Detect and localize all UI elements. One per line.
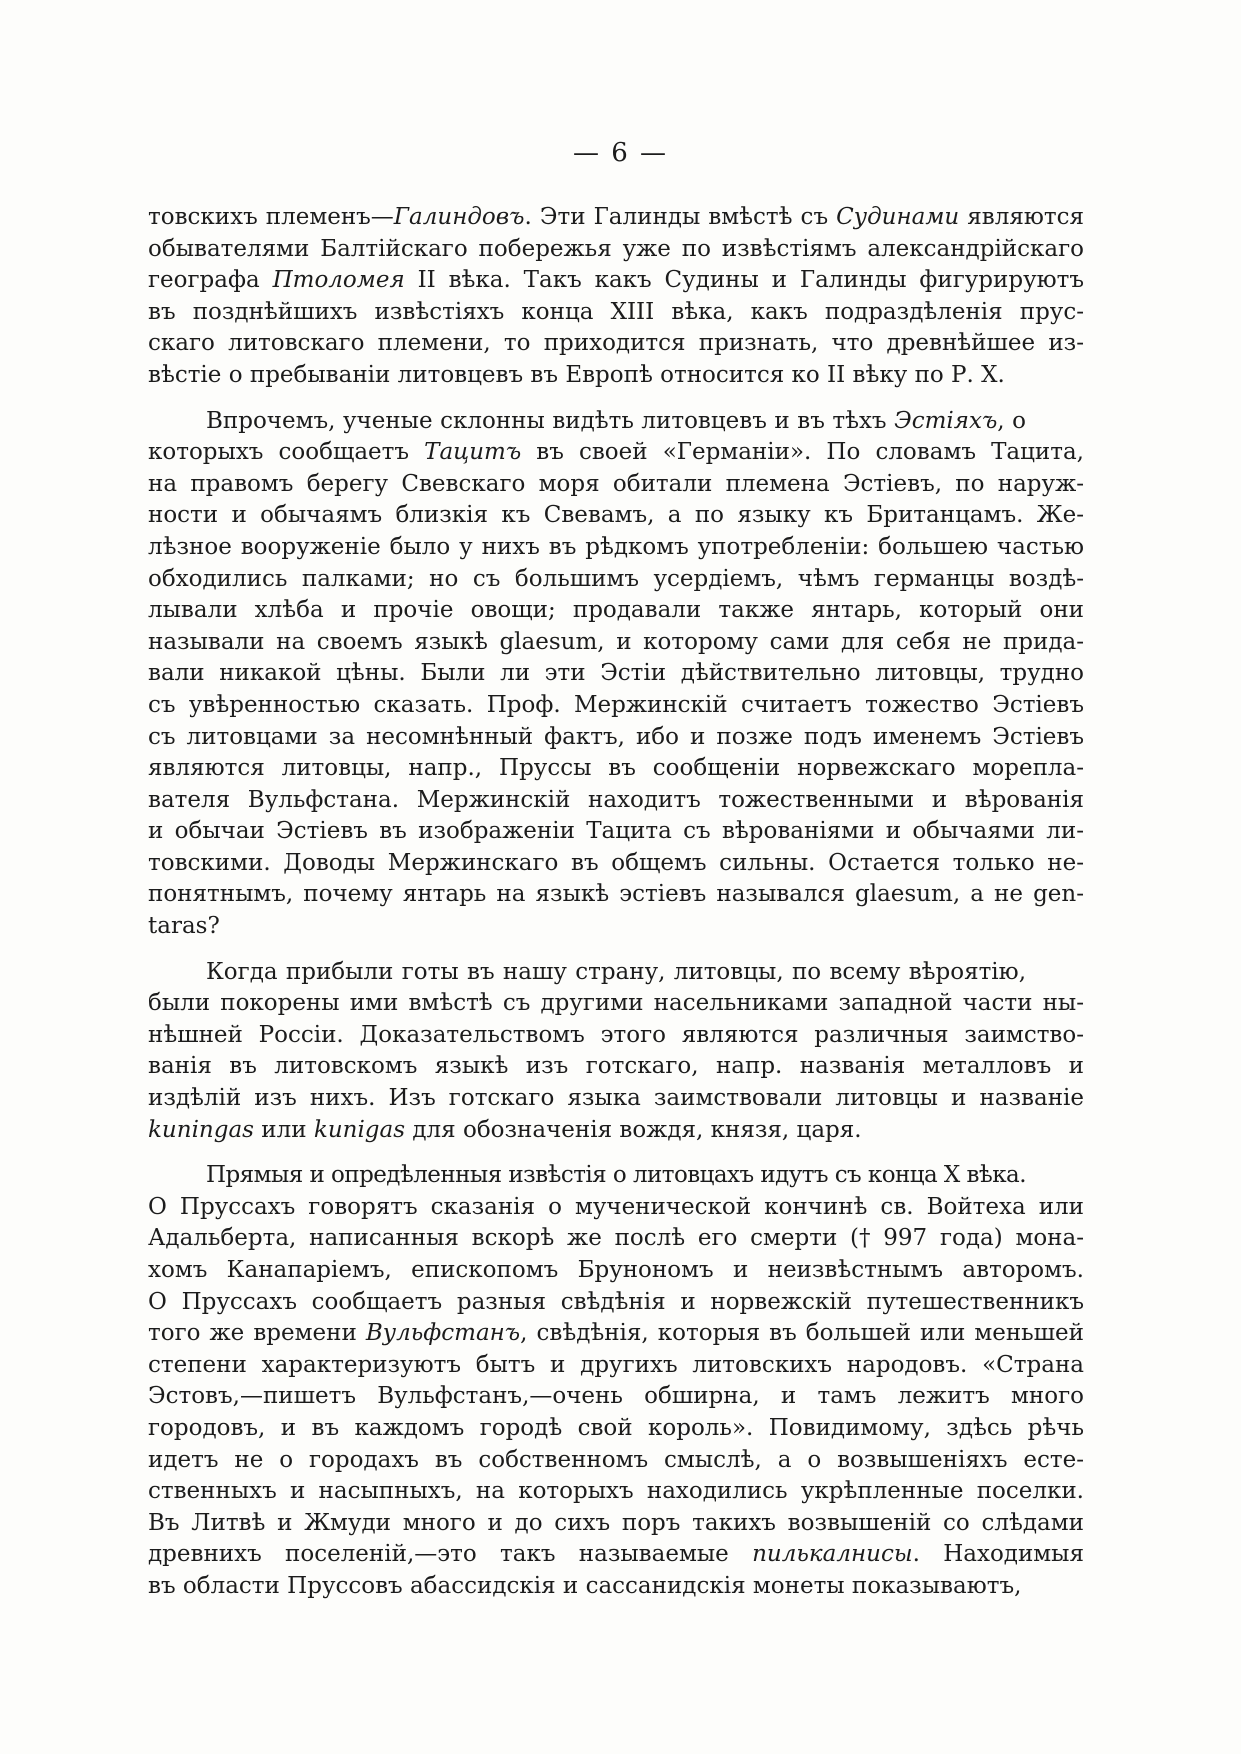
text-segment: съ литовцами за несомнѣнный фактъ, ибо и позже подъ именемъ Эстіевъ: [148, 723, 1084, 750]
text-segment: О Пруссахъ сообщаетъ разныя свѣдѣнія и норвежскій путешественникъ: [148, 1288, 1084, 1315]
text-line: [148, 1571, 1084, 1603]
text-segment: географа: [148, 267, 273, 294]
text-segment: , свѣдѣнія, которыя въ большей или меньшей: [520, 1320, 1084, 1347]
text-segment: ности и обычаямъ близкія къ Свевамъ, а по языку къ Британцамъ. Же-: [148, 502, 1084, 529]
paragraph: [148, 1160, 1084, 1602]
text-line: [148, 911, 1084, 943]
text-line: [148, 406, 1084, 438]
text-line: [148, 658, 1084, 690]
text-segment: Судинами: [836, 204, 960, 230]
text-segment: товскихъ племенъ—: [148, 204, 394, 230]
text-line: [148, 879, 1084, 911]
text-segment: обывателями Балтійскаго побережья уже по извѣстіямъ александрійскаго: [148, 235, 1084, 262]
text-segment: нѣшней Россіи. Доказательствомъ этого являются различныя заимство-: [148, 1021, 1084, 1048]
text-line: [148, 690, 1084, 722]
text-segment: Галиндовъ: [393, 204, 525, 230]
text-line: [148, 564, 1084, 596]
text-segment: въ позднѣйшихъ извѣстіяхъ конца XIII вѣка, какъ подраздѣленія прус-: [148, 298, 1084, 325]
text-segment: Въ Литвѣ и Жмуди много и до сихъ поръ такихъ возвышеній со слѣдами: [148, 1509, 1084, 1536]
text-segment: . Эти Галинды вмѣстѣ съ: [524, 204, 837, 230]
text-line: [148, 532, 1084, 564]
paragraph: [148, 957, 1084, 1147]
text-segment: вателя Вульфстана. Мержинскій находитъ тожественными и вѣрованія: [148, 786, 1084, 813]
text-segment: которыхъ сообщаетъ: [148, 439, 425, 466]
text-segment: или: [253, 1116, 314, 1143]
text-segment: степени характеризуютъ бытъ и другихъ литовскихъ народовъ. «Страна: [148, 1351, 1084, 1378]
text-line: [148, 202, 1084, 234]
text-line: [148, 234, 1084, 266]
text-segment: О Пруссахъ говорятъ сказанія о мученической кончинѣ св. Войтеха или: [148, 1193, 1084, 1220]
text-segment: городовъ, и въ каждомъ городѣ свой король». Повидимому, здѣсь рѣчь: [148, 1414, 1084, 1441]
text-line: [148, 753, 1084, 785]
text-segment: Прямыя и опредѣленныя извѣстія о литовцахъ идутъ съ конца X вѣка.: [206, 1162, 1026, 1189]
text-line: [148, 988, 1084, 1020]
text-line: [148, 1115, 1084, 1147]
page-number: — 6 —: [572, 138, 669, 168]
text-line: [148, 1223, 1084, 1255]
text-segment: Эстовъ,—пишетъ Вульфстанъ,—очень обширна, и тамъ лежитъ много: [148, 1383, 1084, 1410]
text-segment: II вѣка. Такъ какъ Судины и Галинды фигурируютъ: [404, 267, 1084, 294]
text-segment: являются: [959, 204, 1084, 230]
text-segment: Птоломея: [272, 267, 405, 294]
text-line: [148, 328, 1084, 360]
text-segment: вѣстіе о пребываніи литовцевъ въ Европѣ относится ко II вѣку по Р. Х.: [148, 361, 1005, 388]
text-line: [148, 1350, 1084, 1382]
text-segment: Тацитъ: [424, 439, 522, 466]
text-line: [148, 1539, 1084, 1571]
text-segment: съ увѣренностью сказать. Проф. Мержинскій считаетъ тожество Эстіевъ: [148, 691, 1084, 718]
text-segment: хомъ Канапаріемъ, епископомъ Брунономъ и неизвѣстнымъ авторомъ.: [148, 1257, 1084, 1283]
text-line: [148, 1083, 1084, 1115]
text-segment: въ своей «Германіи». По словамъ Тацита,: [521, 439, 1084, 466]
text-segment: того же времени: [148, 1320, 366, 1347]
text-line: [148, 1020, 1084, 1052]
text-segment: идетъ не о городахъ въ собственномъ смыслѣ, а о возвышеніяхъ есте-: [148, 1446, 1084, 1473]
text-line: [148, 1476, 1084, 1508]
text-segment: были покорены ими вмѣстѣ съ другими насельниками западной части ны-: [148, 990, 1084, 1017]
text-segment: Адальберта, написанныя вскорѣ же послѣ его смерти († 997 года) мона-: [148, 1225, 1084, 1252]
text-line: [148, 1318, 1084, 1350]
text-line: [148, 1255, 1084, 1287]
text-line: [148, 1051, 1084, 1083]
text-line: [148, 848, 1084, 880]
text-line: [148, 1381, 1084, 1413]
text-line: [148, 627, 1084, 659]
text-line: [148, 595, 1084, 627]
text-segment: и обычаи Эстіевъ въ изображеніи Тацита съ вѣрованіями и обычаями ли-: [148, 818, 1085, 845]
text-segment: въ области Пруссовъ абассидскія и сассанидскія монеты показываютъ,: [148, 1572, 1022, 1599]
text-segment: вали никакой цѣны. Были ли эти Эстіи дѣйствительно литовцы, трудно: [148, 660, 1084, 687]
text-line: [148, 1413, 1084, 1445]
text-segment: , о: [997, 407, 1026, 434]
text-line: [148, 1445, 1084, 1477]
text-line: [148, 785, 1084, 817]
text-segment: . Находимыя: [912, 1541, 1084, 1568]
text-segment: называли на своемъ языкѣ glaesum, и которому сами для себя не прида-: [148, 628, 1084, 655]
text-line: [148, 500, 1084, 532]
text-segment: Вульфстанъ: [365, 1320, 521, 1347]
text-segment: kunigas: [313, 1116, 406, 1143]
text-segment: на правомъ берегу Свевскаго моря обитали племена Эстіевъ, по наруж-: [148, 470, 1084, 497]
text-line: [148, 265, 1084, 297]
text-line: [148, 722, 1084, 754]
text-segment: taras?: [148, 913, 220, 940]
text-segment: понятнымъ, почему янтарь на языкѣ эстіевъ назывался glaesum, а не gen-: [148, 881, 1084, 908]
text-segment: древнихъ поселеній,—это такъ называемые: [148, 1541, 753, 1568]
text-line: [148, 437, 1084, 469]
text-segment: лѣзное вооруженіе было у нихъ въ рѣдкомъ употребленіи: большею частью: [148, 533, 1084, 560]
text-segment: являются литовцы, напр., Пруссы въ сообщеніи норвежскаго морепла-: [148, 755, 1085, 782]
text-segment: для обозначенія вождя, князя, царя.: [405, 1116, 862, 1143]
text-line: [148, 469, 1084, 501]
text-line: [148, 1508, 1084, 1540]
text-line: [148, 1160, 1084, 1192]
text-line: [148, 360, 1084, 392]
text-line: [148, 816, 1084, 848]
text-body: [148, 202, 1084, 1603]
text-segment: ственныхъ и насыпныхъ, на которыхъ находились укрѣпленные поселки.: [148, 1478, 1084, 1505]
paragraph: [148, 202, 1084, 392]
text-segment: скаго литовскаго племени, то приходится признать, что древнѣйшее из-: [148, 330, 1084, 357]
text-line: [148, 957, 1084, 989]
text-line: [148, 297, 1084, 329]
text-segment: ванія въ литовскомъ языкѣ изъ готскаго, напр. названія металловъ и: [148, 1053, 1084, 1080]
text-segment: kuningas: [148, 1116, 254, 1143]
text-segment: товскими. Доводы Мержинскаго въ общемъ сильны. Остается только не-: [148, 849, 1084, 876]
text-segment: Эстіяхъ: [894, 407, 998, 434]
text-segment: пилькалнисы: [752, 1541, 913, 1568]
text-segment: Впрочемъ, ученые склонны видѣть литовцевъ и въ тѣхъ: [206, 407, 895, 434]
text-segment: лывали хлѣба и прочіе овощи; продавали также янтарь, который они: [148, 597, 1084, 624]
text-segment: обходились палками; но съ большимъ усердіемъ, чѣмъ германцы воздѣ-: [148, 565, 1084, 592]
text-line: [148, 1287, 1084, 1319]
text-line: [148, 1192, 1084, 1224]
text-segment: издѣлій изъ нихъ. Изъ готскаго языка заимствовали литовцы и названіе: [148, 1085, 1084, 1112]
text-segment: Когда прибыли готы въ нашу страну, литовцы, по всему вѣроятію,: [206, 958, 1027, 985]
paragraph: [148, 406, 1084, 943]
